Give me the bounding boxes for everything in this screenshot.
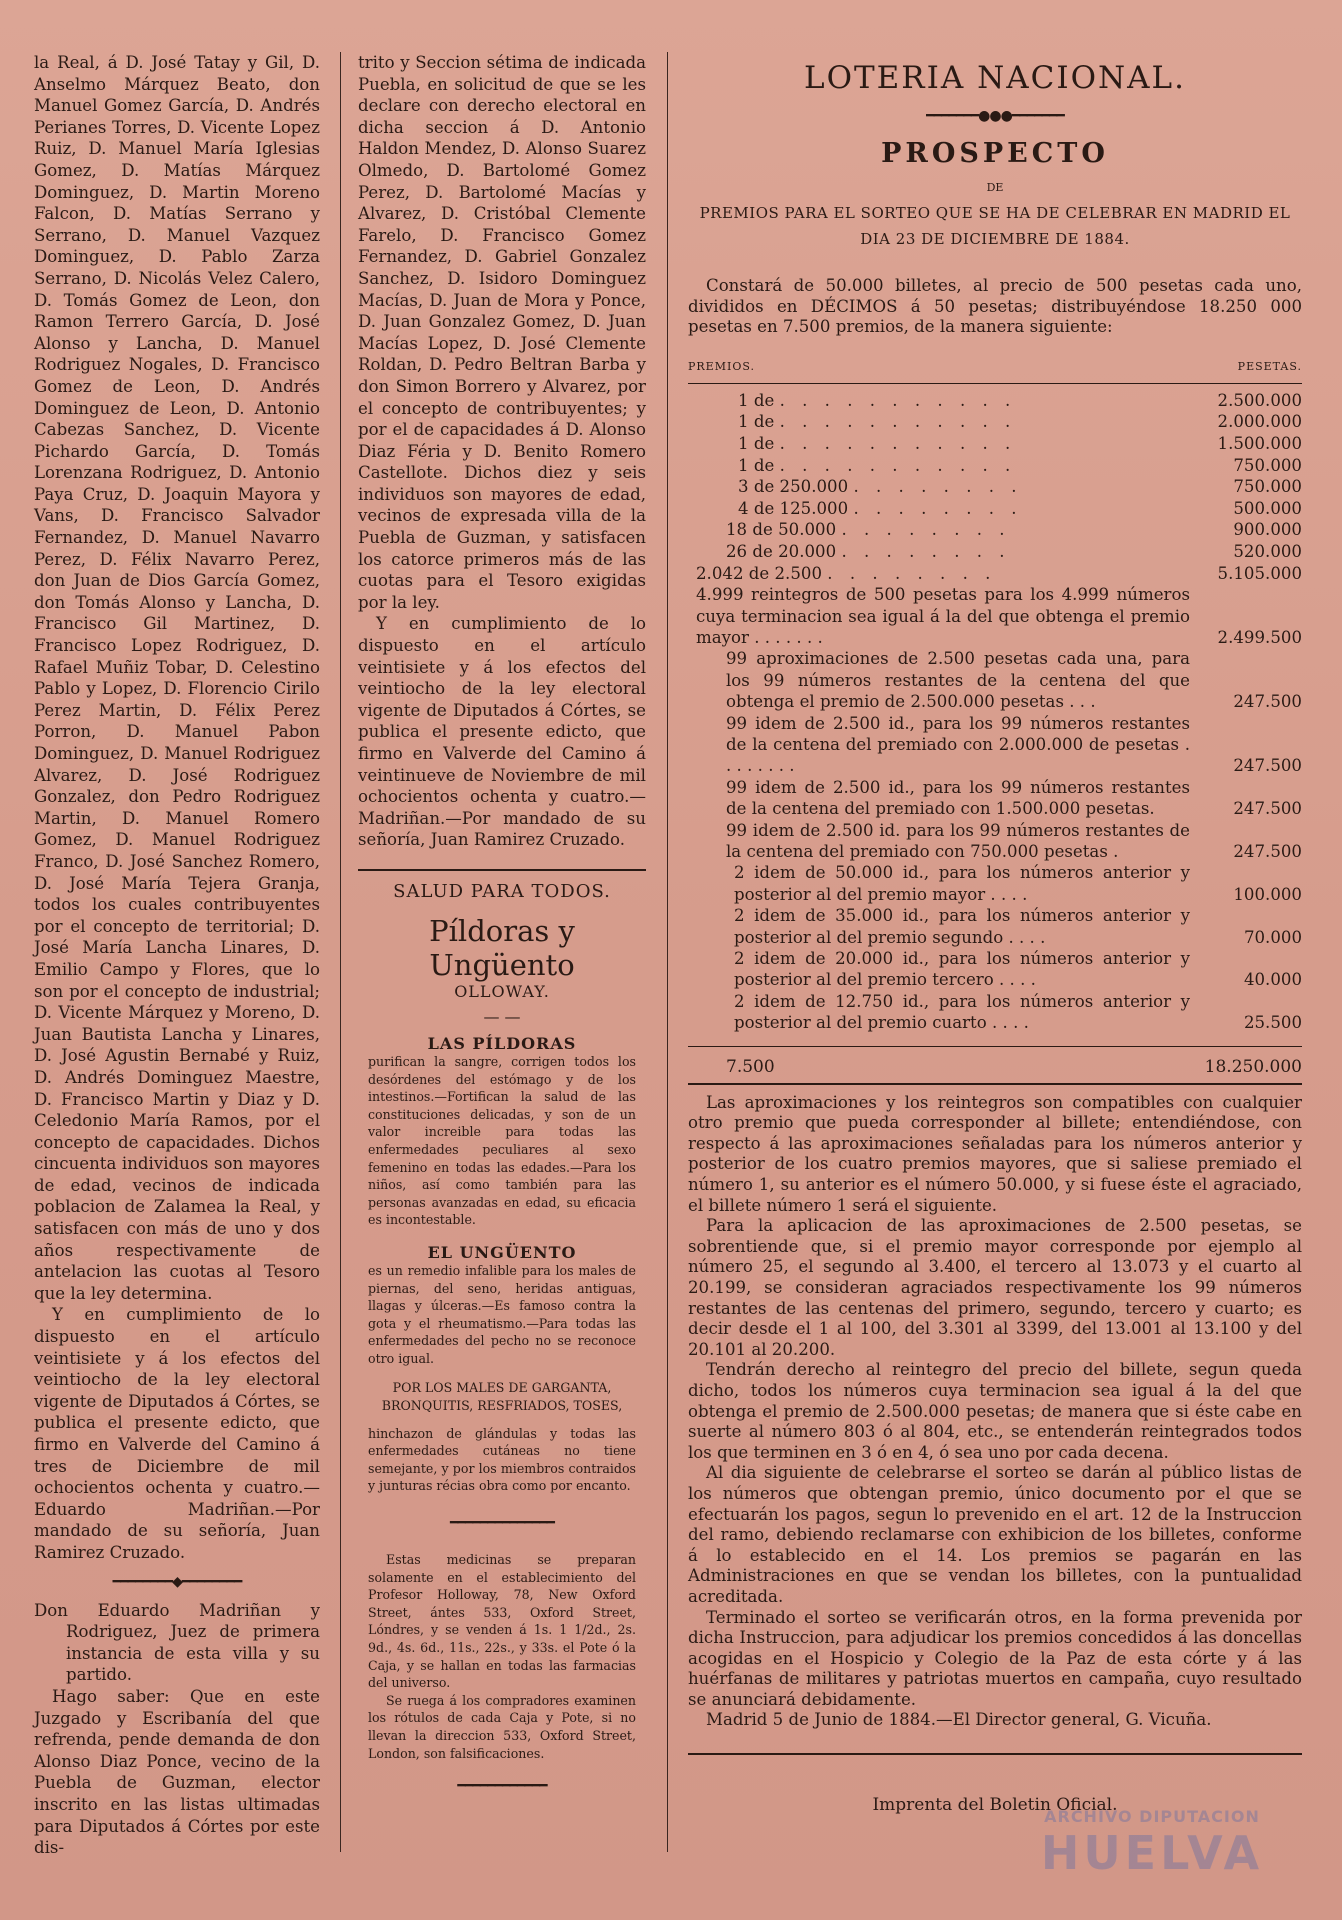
column-1 bbox=[34, 52, 320, 1859]
table-row bbox=[688, 390, 1302, 412]
table-row bbox=[688, 862, 1302, 905]
prize-amount: 70.000 bbox=[1243, 927, 1302, 947]
ad-pills-heading: LAS PÍLDORAS bbox=[427, 1033, 577, 1053]
edict-header-text: Don Eduardo Madriñan y Rodriguez, Juez de primera instancia de esta villa y su partido. bbox=[34, 1600, 320, 1685]
prospectus-intro: Constará de 50.000 billetes, al precio de 500 pesetas cada uno, divididos en DÉCIMOS á 50 pesetas; distribuyéndose 18.250 000 pesetas en 7.500 premios, de la manera siguiente: bbox=[688, 276, 1302, 337]
edict-continuation-text: trito y Seccion sétima de indicada Puebla, en solicitud de que se les declare con derecho electoral en dicha seccion á D. Antonio Haldon Mendez, D. Alonso Suarez Olmedo, D. Bartolomé Gomez Perez, D. Bartolomé Macías y Alvarez, D. Cristóbal Clemente Farelo, D. Francisco Gomez Fernandez, D. Gabriel Gonzalez Sanchez, D. Isidoro Dominguez Macías, D. Juan de Mora y Ponce, D. Juan Gonzalez Gomez, D. Juan Macías Lopez, D. José Clemente Roldan, D. Pedro Beltran Barba y don Simon Borrero y Alvarez, por el concepto de contribuyentes; y por el de capacidades á D. Alonso Diaz Féria y D. Benito Romero Castellote. Dichos diez y seis individuos son mayores de edad, vecinos de expresada villa de la Puebla de Guzman, y satisfacen los catorce primeros más de las cuotas para el Tesoro exigidas por la ley. bbox=[358, 53, 646, 612]
ad-throat-text: hinchazon de glándulas y todas las enfermedades cutáneas no tiene semejante, y por los miembros contraidos y junturas récias obra como por encanto. bbox=[368, 1425, 636, 1494]
table-row bbox=[688, 498, 1302, 520]
prize-label: 26 de 20.000 . . . . . . . . bbox=[726, 541, 1011, 561]
ad-ointment-heading: EL UNGÜENTO bbox=[427, 1242, 577, 1262]
prospectus-paragraph: Al dia siguiente de celebrarse el sorteo se darán al público listas de los números que obtengan premio, único documento por el que se efectuarán los pagos, segun lo prevenido en el art. 12 de la Instruccion del ramo, debiendo reclamarse con exhibicion de los billetes, conforme á lo establecido en el 14. Los premios se pagarán en las Administraciones en que se vendan los billetes, con la puntualidad acreditada. bbox=[688, 1463, 1302, 1606]
prize-amount: 100.000 bbox=[1233, 884, 1302, 904]
prize-label: 99 idem de 2.500 id. para los 99 números restantes de la centena del premiado con 750.000 pesetas . bbox=[726, 820, 1190, 861]
edict-closing-text: Y en cumplimiento de lo dispuesto en el artículo veintisiete y á los efectos del veintiocho de la ley electoral vigente de Diputados á Córtes, se publica el presente edicto, que firmo en Valverde del Camino á tres de Diciembre de mil ochocientos ochenta y cuatro.—Eduardo Madriñan.—Por mandado de su señoría, Juan Ramirez Cruzado. bbox=[34, 1305, 320, 1562]
table-rule bbox=[688, 1083, 1302, 1085]
ornament-divider: — — bbox=[483, 1006, 521, 1026]
prospectus-paragraph: Para la aplicacion de las aproximaciones de 2.500 pesetas, se sobrentiende que, si el premio mayor corresponde por ejemplo al número 25, el segundo al 3.400, el tercero al 13.073 y el cuarto al 20.199, se consideran agraciados respectivamente los 99 números restantes de las centenas del primero, segundo, tercero y cuarto; es decir desde el 1 al 100, del 3.301 al 3399, del 13.001 al 13.100 y del 20.101 al 20.200. bbox=[688, 1216, 1302, 1359]
section-rule bbox=[358, 869, 646, 871]
table-row bbox=[688, 411, 1302, 433]
edict-continuation-text: la Real, á D. José Tatay y Gil, D. Anselmo Márquez Beato, don Manuel Gomez García, D. Andrés Perianes Torres, D. Vicente Lopez Ruiz, D. Manuel María Iglesias Gomez, D. Matías Márquez Dominguez, D. Martin Moreno Falcon, D. Matías Serrano y Serrano, D. Manuel Vazquez Dominguez, D. Pablo Zarza Serrano, D. Nicolás Velez Calero, D. Tomás Gomez de Leon, don Ramon Terrero García, D. José Alonso y Lancha, D. Manuel Rodriguez Nogales, D. Francisco Gomez de Leon, D. Andrés Dominguez de Leon, D. Antonio Cabezas Sanchez, D. Vicente Pichardo García, D. Tomás Lorenzana Rodriguez, D. Antonio Paya Cruz, D. Joaquin Mayora y Vans, D. Francisco Salvador Fernandez, D. Manuel Navarro Perez, D. Félix Navarro Perez, don Juan de Dios García Gomez, don Tomás Alonso y Lancha, D. Francisco Gil Martinez, D. Francisco Lopez Rodriguez, D. Rafael Muñiz Tobar, D. Celestino Pablo y Lopez, D. Florencio Cirilo Perez Martin, D. Félix Perez Porron, D. Manuel Pabon Dominguez, D. Manuel Rodriguez Alvarez, D. José Rodriguez Gonzalez, don Pedro Rodriguez Martin, D. Manuel Romero Gomez, D. Manuel Rodriguez Franco, D. José Sanchez Romero, D. José María Tejera Granja, todos los cuales contribuyentes por el concepto de territorial; D. José María Lancha Linares, D. Emilio Campo y Flores, que lo son por el concepto de industrial; D. Vicente Márquez y Moreno, D. Juan Bautista Lancha y Linares, D. José Agustin Bernabé y Ruiz, D. Andrés Dominguez Maestre, D. Francisco Martin y Diaz y D. Celedonio María Ramos, por el concepto de capacidades. Dichos cincuenta individuos son mayores de edad, vecinos de indicada poblacion de Zalamea la Real, y satisfacen con más de uno y dos años respectivamente de antelacion las cuotas al Tesoro que la ley determina. bbox=[34, 53, 320, 1303]
table-row bbox=[688, 777, 1302, 820]
table-row bbox=[688, 541, 1302, 563]
column-divider-2 bbox=[667, 52, 668, 1852]
edict-closing-text: Y en cumplimiento de lo dispuesto en el artículo veintisiete y á los efectos del veintiocho de la ley electoral vigente de Diputados á Córtes, se publica el presente edicto, que firmo en Valverde del Camino á veintinueve de Noviembre de mil ochocientos ochenta y cuatro.—Madriñan.—Por mandado de su señoría, Juan Ramirez Cruzado. bbox=[358, 614, 646, 850]
total-amount: 18.250.000 bbox=[1204, 1056, 1302, 1077]
prize-amount: 520.000 bbox=[1233, 541, 1302, 561]
prospectus-de: DE bbox=[986, 181, 1004, 194]
ad-brand: OLLOWAY. bbox=[454, 981, 550, 1001]
table-row bbox=[688, 713, 1302, 777]
table-row bbox=[688, 905, 1302, 948]
prize-amount: 500.000 bbox=[1233, 498, 1302, 518]
prize-label: 1 de . . . . . . . . . . . bbox=[738, 390, 1017, 410]
prize-label: 18 de 50.000 . . . . . . . . bbox=[726, 520, 1011, 540]
prospectus-paragraph: Terminado el sorteo se verificarán otros, en la forma prevenida por dicha Instruccion, para adjudicar los premios concedidos á las doncellas acogidas en el Hospicio y Colegio de la Paz de esta córte y á las huérfanas de militares y patriotas muertos en campaña, cuyo resultado se anunciará debidamente. bbox=[688, 1607, 1302, 1709]
premios-header: PREMIOS. bbox=[688, 359, 755, 373]
printer-footer: Imprenta del Boletin Oficial. bbox=[872, 1795, 1118, 1816]
ornament-divider: ━━━━━━━━━━━━━━ bbox=[449, 1515, 554, 1532]
column-3 bbox=[688, 52, 1302, 1815]
section-rule bbox=[688, 1753, 1302, 1755]
table-row bbox=[688, 433, 1302, 455]
ornament-divider: ━━━━━━━●●●━━━━━━━ bbox=[926, 108, 1064, 124]
ad-pills-text: purifican la sangre, corrigen todos los desórdenes del estómago y de los intestinos.—Fortifican la salud de las constituciones delicadas, y son de un valor increible para todas las enfermedades peculiares al sexo femenino en todas las edades.—Para los niños, así como también para las personas avanzadas en edad, su eficacia es incontestable. bbox=[368, 1053, 636, 1228]
watermark-top-text: ARCHIVO DIPUTACION bbox=[1044, 1807, 1260, 1826]
prospectus-title: PROSPECTO bbox=[881, 138, 1109, 169]
prize-label: 2.042 de 2.500 . . . . . . . . bbox=[696, 563, 997, 583]
prize-label: 4 de 125.000 . . . . . . . . bbox=[738, 498, 1023, 518]
table-row bbox=[688, 648, 1302, 712]
prize-table-header bbox=[688, 360, 1302, 373]
prize-amount: 247.500 bbox=[1233, 799, 1302, 819]
table-row bbox=[688, 563, 1302, 585]
prospectus-paragraph: Tendrán derecho al reintegro del precio del billete, segun queda dicho, todos los números cuya terminacion sea igual á la del que obtenga el premio de 2.500.000 pesetas; de manera que si éste cabe en suerte al número 803 ó al 804, etc., se entenderán reintegrados todos los que terminen en 3 ó en 4, ó sea uno por cada decena. bbox=[688, 1360, 1302, 1462]
total-count: 7.500 bbox=[726, 1056, 775, 1077]
archive-watermark bbox=[1032, 1807, 1272, 1880]
prize-label: 2 idem de 50.000 id., para los números anterior y posterior al del premio mayor . . . . bbox=[734, 863, 1190, 904]
prize-amount: 2.499.500 bbox=[1217, 627, 1302, 647]
edict-body-text: Hago saber: Que en este Juzgado y Escribanía del que refrenda, pende demanda de don Alonso Diaz Ponce, vecino de la Puebla de Guzman, elector inscrito en las listas ultimadas para Diputados á Córtes por este dis- bbox=[34, 1686, 320, 1858]
column-2 bbox=[358, 52, 646, 1804]
ornament-divider: ━━━━━━━━◆━━━━━━━━ bbox=[112, 1573, 242, 1590]
table-rule bbox=[688, 383, 1302, 384]
prize-label: 1 de . . . . . . . . . . . bbox=[738, 433, 1017, 453]
prize-amount: 247.500 bbox=[1233, 692, 1302, 712]
table-row bbox=[688, 476, 1302, 498]
prize-label: 2 idem de 35.000 id., para los números anterior y posterior al del premio segundo . . . . bbox=[734, 906, 1190, 947]
ad-throat-heading: POR LOS MALES DE GARGANTA, BRONQUITIS, RESFRIADOS, TOSES, bbox=[381, 1380, 623, 1414]
ad-product-title: Píldoras y Ungüento bbox=[429, 913, 575, 982]
table-row bbox=[688, 948, 1302, 991]
ornament-divider: ━━━━━━━━━━━━ bbox=[457, 1778, 547, 1795]
prize-amount: 247.500 bbox=[1233, 756, 1302, 776]
column-divider-1 bbox=[340, 52, 341, 1852]
prize-amount: 2.500.000 bbox=[1217, 390, 1302, 410]
prize-amount: 900.000 bbox=[1233, 520, 1302, 540]
ad-heading: SALUD PARA TODOS. bbox=[393, 880, 611, 902]
prize-amount: 750.000 bbox=[1233, 477, 1302, 497]
prize-amount: 40.000 bbox=[1243, 970, 1302, 990]
prize-amount: 5.105.000 bbox=[1217, 563, 1302, 583]
prize-table bbox=[688, 390, 1302, 1034]
prize-label: 2 idem de 12.750 id., para los números anterior y posterior al del premio cuarto . . . . bbox=[734, 991, 1190, 1033]
prize-amount: 1.500.000 bbox=[1217, 433, 1302, 453]
pesetas-header: PESETAS. bbox=[1237, 359, 1302, 373]
lottery-title: LOTERIA NACIONAL. bbox=[804, 60, 1186, 96]
prize-label: 1 de . . . . . . . . . . . bbox=[738, 455, 1017, 475]
prospectus-description: PREMIOS PARA EL SORTEO QUE SE HA DE CELEBRAR EN MADRID EL DIA 23 DE DICIEMBRE DE 1884. bbox=[699, 204, 1291, 248]
prize-amount: 2.000.000 bbox=[1217, 412, 1302, 432]
prize-label: 99 idem de 2.500 id., para los 99 números restantes de la centena del premiado con 2.000.000 de pesetas . . . . . . . . bbox=[726, 713, 1190, 776]
prize-label: 2 idem de 20.000 id., para los números anterior y posterior al del premio tercero . . . . bbox=[734, 949, 1190, 990]
prize-amount: 750.000 bbox=[1233, 455, 1302, 475]
prize-label: 99 aproximaciones de 2.500 pesetas cada una, para los 99 números restantes de la centena del que obtenga el premio de 2.500.000 pesetas . . . bbox=[726, 649, 1190, 712]
prize-label: 4.999 reintegros de 500 pesetas para los 4.999 números cuya terminacion sea igual á la del que obtenga el premio mayor . . . . . . . bbox=[696, 585, 1190, 647]
prize-amount: 25.500 bbox=[1243, 1013, 1302, 1033]
table-total-row bbox=[688, 1053, 1302, 1081]
prospectus-paragraph: Las aproximaciones y los reintegros son compatibles con cualquier otro premio que pueda corresponder al billete; entendiéndose, con respecto á las aproximaciones señaladas para los números anterior y posterior de los cuatro premios mayores, que si saliese premiado el número 1, su anterior es el número 50.000, y si fuese éste el agraciado, el billete número 1 será el siguiente. bbox=[688, 1092, 1302, 1215]
prize-label: 1 de . . . . . . . . . . . bbox=[738, 412, 1017, 432]
table-row bbox=[688, 455, 1302, 477]
ad-warning-text: Se ruega á los compradores examinen los rótulos de cada Caja y Pote, si no llevan la direccion 533, Oxford Street, London, son falsificaciones. bbox=[368, 1692, 636, 1761]
ad-preparation-text: Estas medicinas se preparan solamente en el establecimiento del Profesor Holloway, 78, New Oxford Street, ántes 533, Oxford Street, Lóndres, y se venden á 1s. 1 1/2d., 2s. 9d., 4s. 6d., 11s., 22s., y 33s. el Pote ó la Caja, y se hallan en todas las farmacias del universo. bbox=[368, 1552, 636, 1691]
prize-amount: 247.500 bbox=[1233, 842, 1302, 861]
prize-label: 3 de 250.000 . . . . . . . . bbox=[738, 477, 1023, 497]
prize-label: 99 idem de 2.500 id., para los 99 números restantes de la centena del premiado con 1.500.000 pesetas. bbox=[726, 777, 1190, 819]
table-row bbox=[688, 519, 1302, 541]
ad-ointment-text: es un remedio infalible para los males de piernas, del seno, heridas antiguas, llagas y úlceras.—Es famoso contra la gota y el rheumatismo.—Para todas las enfermedades del pecho no se reconoce otro igual. bbox=[368, 1262, 636, 1366]
table-row bbox=[688, 584, 1302, 648]
table-row bbox=[688, 820, 1302, 863]
table-rule bbox=[688, 1046, 1302, 1047]
table-row bbox=[688, 991, 1302, 1034]
watermark-main-text: HUELVA bbox=[1040, 1826, 1264, 1880]
prospectus-signature: Madrid 5 de Junio de 1884.—El Director general, G. Vicuña. bbox=[706, 1710, 1212, 1730]
